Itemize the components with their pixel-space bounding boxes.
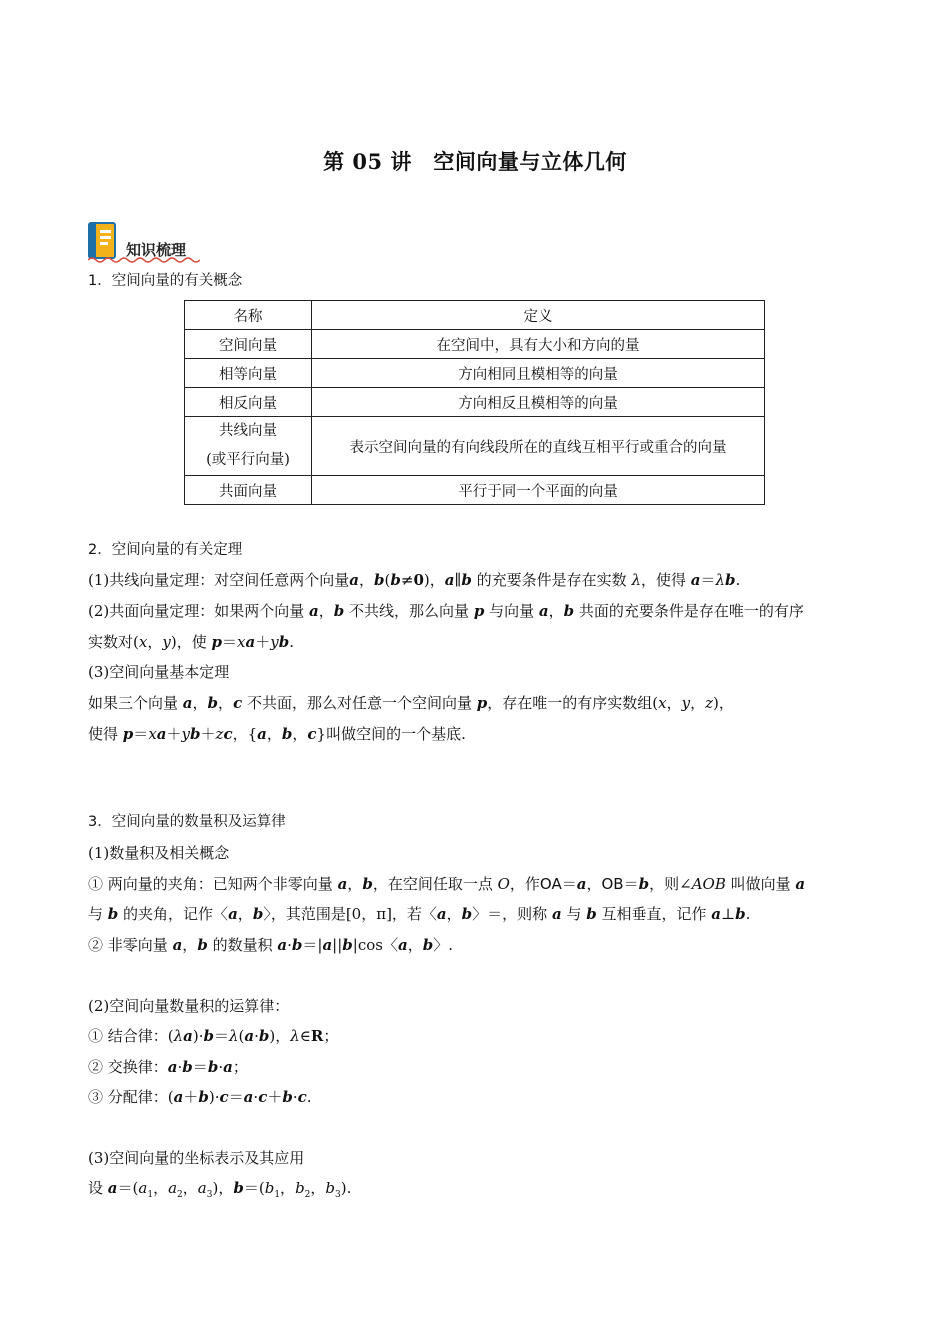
basic-theorem: 如果三个向量 a，b，c 不共面，那么对任意一个空间向量 p，存在唯一的有序实数组(x，y，z)， [88,694,734,712]
distributive-law: ③ 分配律：(a＋b)·c＝a·c＋b·c. [88,1088,312,1106]
commutative-law: ② 交换律：a·b＝b·a； [88,1058,248,1076]
page-title: 第 05 讲 空间向量与立体几何 [323,149,627,174]
coordinates-definition: 设 $a=(a_1$，$a_2$，$a_3$)，$b=(b_1$，$b_2$，$b_3$). [88,1179,352,1200]
row-name: 空间向量 [185,330,312,359]
squiggle-underline [88,256,200,264]
row-name: 共线向量 [219,423,277,439]
section1-heading: 1．空间向量的有关概念 [88,273,243,289]
angle-definition-cont: 与 b 的夹角，记作〈a，b〉，其范围是[0，π]，若〈a，b〉＝，则称 a 与 b 互相垂直，记作 a⊥b. [88,905,751,923]
row-definition: 方向相反且模相等的向量 [312,388,765,417]
section-badge [88,222,238,264]
concept-table [184,300,765,505]
angle-definition: ① 两向量的夹角：已知两个非零向量 a，b，在空间任取一点 O，作OA＝a，OB＝b，则∠AOB 叫做向量 a [88,875,806,893]
row-definition: 表示空间向量的有向线段所在的直线互相平行或重合的向量 [312,417,765,476]
row-definition: 方向相同且模相等的向量 [312,359,765,388]
angle-label: ① 两向量的夹角：已知两个非零向量 [88,875,333,893]
table-row [185,388,765,417]
dot-product-definition: ② 非零向量 a，b 的数量积 a·b＝|a||b|cos〈a，b〉. [88,936,453,954]
row-name: 相等向量 [185,359,312,388]
coplanar-theorem: (2)共面向量定理：如果两个向量 a，b 不共线，那么向量 p 与向量 a，b 共面的充要条件是存在唯一的有序 [88,602,804,620]
collinear-label: (1)共线向量定理：对空间任意两个向量 [88,571,350,589]
row-name-alt: (或平行向量) [206,452,290,468]
row-definition: 平行于同一个平面的向量 [312,476,765,505]
coordinates-title: (3)空间向量的坐标表示及其应用 [88,1149,305,1167]
law-label: ③ 分配律： [88,1088,168,1106]
law-label: ② 交换律： [88,1058,168,1076]
column-header: 定义 [312,301,765,330]
book-icon [88,222,118,260]
coord-label: 设 [88,1179,104,1197]
basic-theorem-cont: 使得 p＝xa＋yb＋zc，{a，b，c}叫做空间的一个基底. [88,725,466,743]
section2-heading: 2．空间向量的有关定理 [88,542,243,558]
badge-label: 知识梳理 [126,241,187,259]
row-name-cell [185,417,312,476]
table-row [185,417,765,476]
dot-label: ② 非零向量 [88,936,168,954]
column-header: 名称 [185,301,312,330]
table-row [185,476,765,505]
coplanar-label: (2)共面向量定理：如果两个向量 [88,602,305,620]
table-row [185,330,765,359]
basic-theorem-label: 如果三个向量 [88,694,179,712]
table-row [185,359,765,388]
coplanar-theorem-cont: 实数对(x，y)，使 p＝xa＋yb. [88,633,294,651]
laws-title: (2)空间向量数量积的运算律： [88,997,290,1015]
basic-theorem-title: (3)空间向量基本定理 [88,663,230,681]
associative-law: ① 结合律：(λa)·b＝λ(a·b)，λ∈R； [88,1027,339,1045]
dot-concepts-title: (1)数量积及相关概念 [88,844,230,862]
law-label: ① 结合律： [88,1027,168,1045]
coplanar-label-cont: 实数对 [88,633,134,651]
table-header-row [185,301,765,330]
row-definition: 在空间中，具有大小和方向的量 [312,330,765,359]
row-name: 相反向量 [185,388,312,417]
basic-theorem-label-cont: 使得 [88,725,119,743]
row-name: 共面向量 [185,476,312,505]
collinear-theorem: (1)共线向量定理：对空间任意两个向量a，b(b≠0)，a∥b 的充要条件是存在实数 λ，使得 a＝λb. [88,571,741,589]
section3-heading: 3．空间向量的数量积及运算律 [88,814,286,830]
